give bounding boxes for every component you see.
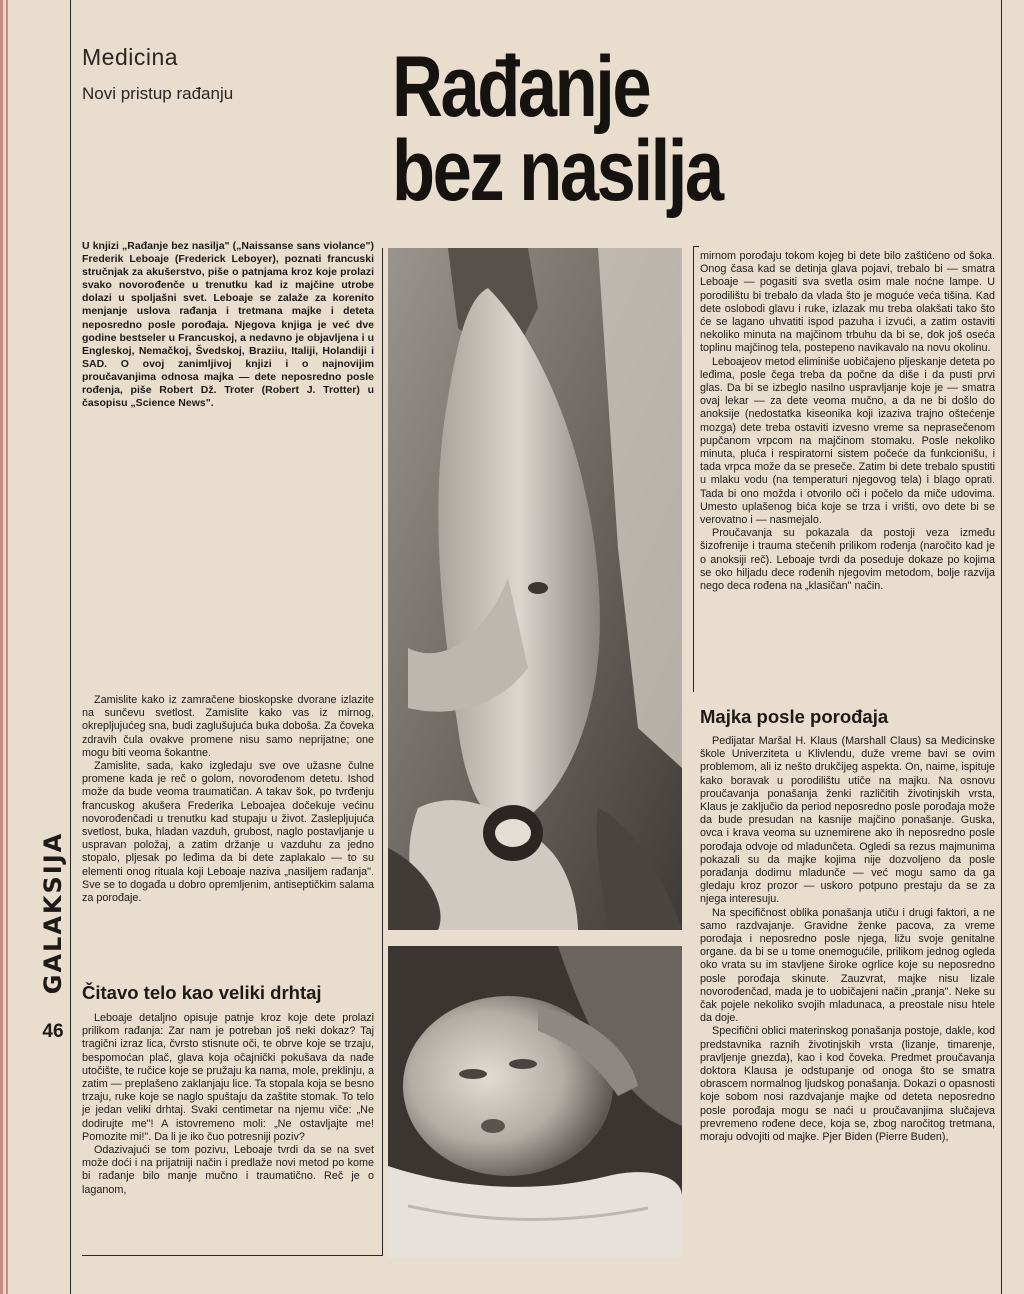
col1-paragraph-1: Zamislite kako iz zamračene bioskopske dvorane izlazite na sunčevu svetlost. Zamislite kako vas iz mirnog, okrepljujućeg sna, budi zaglušujuća buka doboša. Za čoveka zdravih čula ovakve promene nisu samo neprijatne; one mogu biti veoma šokantne. [82,694,374,759]
col3b-paragraph-3: Specifični oblici materinskog ponašanja postoje, dakle, kod predstavnika raznih životinjskih vrsta (lizanje, timarenje, pravljenje gnezda), kao i kod čoveka. Predmet proučavanja doktora Klausa je odstupanje od onoga što se smatra obrascem normalnog ljudskog ponašanja. Dokazi o opasnosti koje sobom nosi razdvajanje majke od deteta neposredno posle porođaja mogu se naći u proučavanjima slučajeva prevremeno rođene dece, koja se, zbog naročitog tretmana, moraju odvojiti od majke. Pjer Biden (Pierre Buden), [700,1025,995,1144]
col3-paragraph-1: mirnom porođaju tokom kojeg bi dete bilo zaštićeno od šoka. Onog časa kad se detinja glava pojavi, trebalo bi — smatra Leboaje — pogasiti sva svetla osim male noćne lampe. U porodilištu bi trebalo da vlada što je moguće veća tišina. Kad dete oslobodi glavu i ruke, izlazak mu treba olakšati tako što će se lagano uhvatiti ispod pazuha i izvući, a zatim ostaviti nekoliko minuta na majčinom trbuhu da bi se, dok još oseća toplinu majčinog tela, postepeno navikavalo na novu okolinu. [700,250,995,355]
article-lead: U knjizi „Rađanje bez nasilja" („Naissanse sans violance") Frederik Leboaje (Frederick Leboyer), poznati francuski stručnjak za akušerstvo, piše o patnjama kroz koje prolazi svako novorođenče u trenutku kad iz majčine utrobe dolazi u spoljašni svet. Leboaje se zalaže za korenito menjanje uslova rađanja i tretmana majke i deteta neposredno posle porođaja. Njegova knjiga je već dve godine bestseler u Francuskoj, a nedavno je objavljena i u Engleskoj, Nemačkoj, Švedskoj, Braziiu, Italiji, Holandiji i SAD. O ovoj zanimljivoj knjizi i o najnovijim proučavanjima odnosa majka — dete neposredno posle rođenja, piše Robert Dž. Troter (Robert J. Trotter) u časopisu „Science News". [82,240,374,410]
col1b-paragraph-1: Leboaje detaljno opisuje patnje kroz koje dete prolazi prilikom rađanja: Zar nam je potreban još neki dokaz? Taj tragični izraz lica, čvrsto stisnute oči, te obrve koje se trzaju, bespomoćan plač, glava koja očajnički pokušava da nađe utočište, te ručice koje se pružaju ka nama, mole, preklinju, a zatim — preplašeno zaklanjaju lice. Ta stopala koja se besno trzaju, ruke koje se naglo spuštaju da zaštite stomak. To telo je jedan veliki drhtaj. Svaki centimetar na njemu viče: „Ne dodirujte me"! A istovremeno moli: „Ne ostavljajte me! Pomozite mi!". Da li je iko čuo potresniji poziv? [82,1012,374,1143]
article-headline [392,39,736,219]
headline-line-1: Rađanje [392,39,650,135]
page-number: 46 [42,1021,64,1042]
masthead-text: GALAKSIJA [39,831,67,995]
col1-paragraph-2: Zamislite, sada, kako izgledaju sve ove užasne čulne promene kada je reč o golom, novorođenom detetu. Ishod može da bude veoma traumatičan. A takav šok, po tvrđenju francuskog akušera Frederika Leboajea dočekuje većinu novorođenčadi u trenutku kad stupaju u život. Zaslepljujuća svetlost, buka, hladan vazduh, grubost, naglo postavljanje u uspravan položaj, a zatim držanje u vazduhu za jedno stopalo, pljesak po leđima da bi dete zaplakalo — to su elementi onog rituala koji Leboaje naziva „nasiljem rađanja". Sve se to događa u dobro opremljenim, antiseptičkim salama za porođaje. [82,760,374,905]
photo-newborn-held-by-feet [388,248,682,930]
headline-line-2: bez nasilja [392,123,722,219]
right-frame-rule [1001,0,1002,1294]
column-3-text [700,250,995,593]
col3b-paragraph-2: Na specifičnost oblika ponašanja utiču i drugi faktori, a ne samo razdvajanje. Gravidne ženke pacova, za vreme porođaja i neposredno posle njega, ližu svoje genitalne organe. da bi se u tome onemogućile, prilikom jednog ogleda oko vrata su im stavljene široke ogrlice koje su neposredno posle porođaja skinute. Zauzvrat, majke nisu lizale novorođenčad, mada je to uobičajeni način „pranja". Neke su čak pojele nekoliko svojih mladunaca, a preostale nisu htele da doje. [700,906,995,1025]
column-1-text [82,694,374,905]
photo-newborn-held-by-feet-illustration [388,248,682,930]
magazine-masthead-vertical [38,818,68,1008]
col3b-paragraph-1: Pedijatar Maršal H. Klaus (Marshall Claus) sa Medicinske škole Univerziteta u Klivlendu, duže vreme bavi se ovim problemom, ali iz nešto drukčijeg aspekta. On, naime, ispituje kako boravak u porodilištu utiče na majku. Na osnovu proučavanja ponašanja ženki različitih životinjskih vrsta, Klaus je zaključio da period neposredno posle porođaja može da bude presudan na kasnije majčino ponašanje. Guska, ovca i krava veoma su uznemirene ako ih neposredno posle porođaja odvoje od mladunčeta. Ogledi sa rezus majmunima pokazali su da majke kojima nije dozvoljeno da posle porađanja dodirnu mladunče — već mogu samo da ga gledaju kroz prozor — uskoro potpuno prestaju da se za njega interesuju. [700,735,995,906]
section-label: Medicina [82,44,179,70]
col3-paragraph-2: Leboajeov metod eliminiše uobičajeno pljeskanje deteta po leđima, posle čega treba da počne da diše i da pusti prvi glas. Da bi se izbeglo nasilno uspravljanje koje je — smatra ovaj lekar — za dete veoma mučno, a da ne bi došlo do anoksije (nedostatka kiseonika koji izaziva trajno oštećenje mozga) dete treba ostaviti izvesno vreme sa neprasečenom pupčanom vrpcom na majčinom stomaku. Posle nekoliko minuta, pluća i respiratorni sistem počeće da funkcionišu, i tada vrpca može da se preseče. Zatim bi dete trebalo spustiti u mlaku vodu (na temperaturi njegovog tela) i blago oprati. Tada bi ono možda i otvorilo oči i počelo da miče udovima. Umesto uplašenog bića koje se trza i vrišti, ovo dete bi se verovatno i — nasmejalo. [700,355,995,527]
left-frame-rule [70,0,71,1294]
photo-newborn-face-illustration [388,946,682,1258]
subheading-mother-after-birth: Majka posle porođaja [700,706,889,727]
subheading-whole-body: Čitavo telo kao veliki drhtaj [82,982,322,1003]
col3-paragraph-3: Proučavanja su pokazala da postoji veza između šizofrenije i trauma stečenih prilikom rođenja (naročito kad je o anoksiji reč). Leboaje tvrdi da poseduje dokaze po kojima se oko hiljadu dece rođenih njegovim metodom, bolje razvija nego deca rođena na „klasičan" način. [700,527,995,593]
col1-bottom-rule [82,1255,382,1256]
page-edge-strip [0,0,12,1294]
column-3b-text [700,735,995,1144]
column-1b-text [82,1012,374,1197]
col1-right-rule [382,248,383,1256]
col3-left-bracket-top [693,246,694,692]
col1b-paragraph-2: Odazivajući se tom pozivu, Leboaje tvrdi da se na svet može doći i na prijatniji način i predlaže novi metod po kome bi rađanje bilo manje mučno i traumatično. Reč je o laganom, [82,1144,374,1196]
photo-newborn-face [388,946,682,1258]
col3-left-bracket-tick [693,246,699,247]
subsection-label: Novi pristup rađanju [82,84,234,103]
